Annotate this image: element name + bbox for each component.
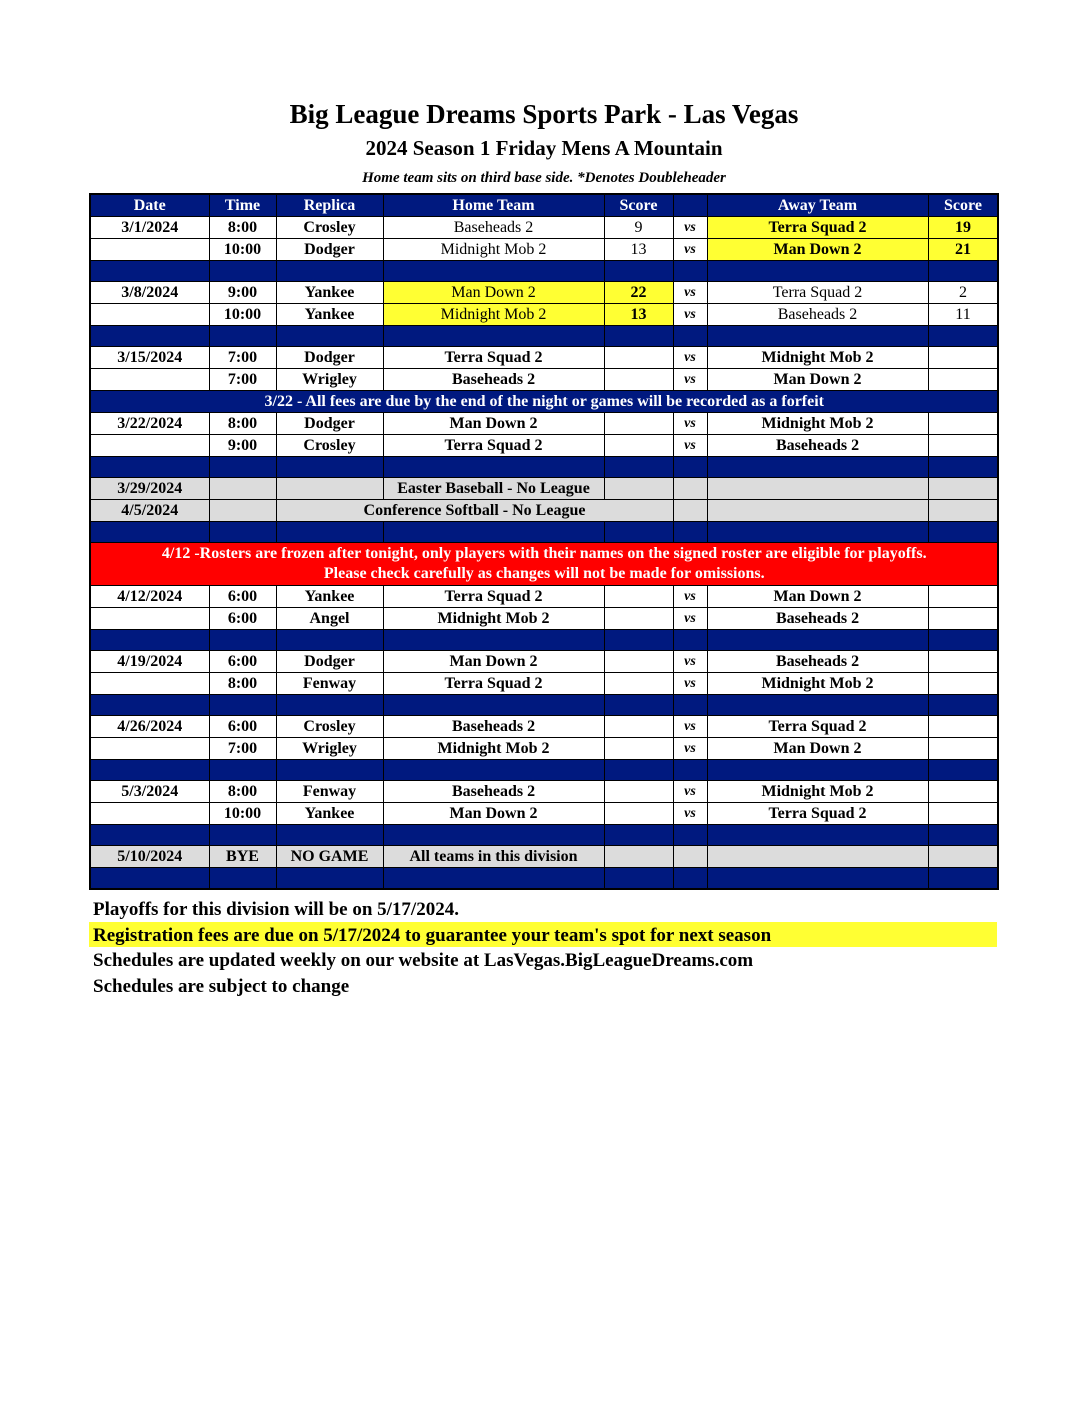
replica-cell: Dodger xyxy=(276,413,383,435)
vs-cell: vs xyxy=(673,803,707,825)
vs-cell: vs xyxy=(673,716,707,738)
change-note: Schedules are subject to change xyxy=(93,976,350,997)
column-header-replica: Replica xyxy=(276,194,383,217)
date-cell xyxy=(90,369,209,391)
home-team-cell: Man Down 2 xyxy=(383,282,604,304)
separator-cell xyxy=(90,630,209,651)
home-team-cell: Man Down 2 xyxy=(383,803,604,825)
date-cell xyxy=(90,673,209,695)
away-team-cell: Baseheads 2 xyxy=(707,608,928,630)
away-score-cell: 11 xyxy=(928,304,998,326)
separator-cell xyxy=(707,695,928,716)
away-score-cell: 21 xyxy=(928,239,998,261)
separator-cell xyxy=(604,695,673,716)
separator-cell xyxy=(604,522,673,543)
separator-cell xyxy=(383,630,604,651)
replica-cell xyxy=(276,478,383,500)
away-team-cell: Midnight Mob 2 xyxy=(707,673,928,695)
table-row xyxy=(90,738,998,760)
time-cell: 10:00 xyxy=(209,803,276,825)
table-row xyxy=(90,716,998,738)
separator-cell xyxy=(604,760,673,781)
table-row xyxy=(90,413,998,435)
alert-line-2: Please check carefully as changes will not be made for omissions. xyxy=(323,565,765,582)
separator-cell xyxy=(707,760,928,781)
away-team-cell: Baseheads 2 xyxy=(707,304,928,326)
home-score-cell: 22 xyxy=(604,282,673,304)
away-team-cell xyxy=(707,478,928,500)
alert-row xyxy=(90,543,998,586)
date-cell xyxy=(90,239,209,261)
date-cell: 3/15/2024 xyxy=(90,347,209,369)
replica-cell: Crosley xyxy=(276,217,383,239)
replica-cell: Yankee xyxy=(276,282,383,304)
separator-row xyxy=(90,522,998,543)
separator-cell xyxy=(707,868,928,890)
home-team-cell: Midnight Mob 2 xyxy=(383,304,604,326)
separator-cell xyxy=(90,868,209,890)
home-team-cell: Baseheads 2 xyxy=(383,217,604,239)
separator-cell xyxy=(928,868,998,890)
away-team-cell: Midnight Mob 2 xyxy=(707,347,928,369)
separator-cell xyxy=(604,457,673,478)
replica-cell: Yankee xyxy=(276,803,383,825)
separator-cell xyxy=(928,457,998,478)
separator-cell xyxy=(604,825,673,846)
away-team-cell: Midnight Mob 2 xyxy=(707,781,928,803)
home-score-cell xyxy=(604,478,673,500)
registration-note: Registration fees are due on 5/17/2024 to guarantee your team's spot for next season xyxy=(89,922,997,947)
vs-cell: vs xyxy=(673,217,707,239)
away-team-cell: Man Down 2 xyxy=(707,586,928,608)
home-team-cell: Midnight Mob 2 xyxy=(383,239,604,261)
time-cell: 8:00 xyxy=(209,413,276,435)
replica-cell: Dodger xyxy=(276,239,383,261)
away-score-cell xyxy=(928,738,998,760)
home-score-cell xyxy=(604,369,673,391)
vs-cell: vs xyxy=(673,282,707,304)
time-cell: 10:00 xyxy=(209,239,276,261)
time-cell: 8:00 xyxy=(209,673,276,695)
separator-cell xyxy=(928,630,998,651)
table-row xyxy=(90,651,998,673)
home-team-cell: Baseheads 2 xyxy=(383,781,604,803)
separator-cell xyxy=(707,326,928,347)
replica-cell: Wrigley xyxy=(276,369,383,391)
separator-cell xyxy=(209,457,276,478)
column-header-away-team: Away Team xyxy=(707,194,928,217)
vs-cell xyxy=(673,478,707,500)
time-cell xyxy=(209,478,276,500)
separator-cell xyxy=(928,825,998,846)
vs-cell xyxy=(673,846,707,868)
vs-cell: vs xyxy=(673,738,707,760)
bye-row xyxy=(90,846,998,868)
date-cell xyxy=(90,738,209,760)
home-score-cell xyxy=(604,803,673,825)
separator-cell xyxy=(928,326,998,347)
notice-row xyxy=(90,391,998,413)
separator-cell xyxy=(604,261,673,282)
away-team-cell: Baseheads 2 xyxy=(707,651,928,673)
home-score-cell xyxy=(604,673,673,695)
date-cell: 5/10/2024 xyxy=(90,846,209,868)
separator-row xyxy=(90,695,998,716)
alert-cell xyxy=(90,543,998,586)
home-team-cell: Midnight Mob 2 xyxy=(383,738,604,760)
replica-cell: Yankee xyxy=(276,304,383,326)
away-score-cell: 2 xyxy=(928,282,998,304)
separator-cell xyxy=(90,326,209,347)
separator-row xyxy=(90,825,998,846)
page-title: Big League Dreams Sports Park - Las Vegas xyxy=(289,99,799,129)
home-team-cell: Terra Squad 2 xyxy=(383,673,604,695)
separator-cell xyxy=(209,760,276,781)
website-note: Schedules are updated weekly on our website at LasVegas.BigLeagueDreams.com xyxy=(93,950,754,971)
home-score-cell: 9 xyxy=(604,217,673,239)
home-team-cell: Man Down 2 xyxy=(383,651,604,673)
away-team-cell: Terra Squad 2 xyxy=(707,217,928,239)
table-row xyxy=(90,781,998,803)
away-team-cell xyxy=(928,500,998,522)
time-cell: 10:00 xyxy=(209,304,276,326)
separator-cell xyxy=(673,825,707,846)
away-team-cell: Terra Squad 2 xyxy=(707,716,928,738)
time-cell: 6:00 xyxy=(209,586,276,608)
separator-cell xyxy=(383,825,604,846)
header-note: Home team sits on third base side. *Denotes Doubleheader xyxy=(362,170,726,186)
separator-cell xyxy=(673,760,707,781)
separator-cell xyxy=(209,522,276,543)
separator-cell xyxy=(383,326,604,347)
away-score-cell xyxy=(928,586,998,608)
separator-cell xyxy=(90,261,209,282)
time-cell: 6:00 xyxy=(209,608,276,630)
home-score-cell: 13 xyxy=(604,239,673,261)
home-team-cell: Man Down 2 xyxy=(383,413,604,435)
home-score-cell xyxy=(604,586,673,608)
separator-cell xyxy=(276,522,383,543)
schedule-table xyxy=(89,193,999,890)
separator-cell xyxy=(209,326,276,347)
separator-cell xyxy=(209,695,276,716)
separator-cell xyxy=(383,760,604,781)
no-league-note: Conference Softball - No League xyxy=(276,500,673,522)
separator-cell xyxy=(673,457,707,478)
separator-cell xyxy=(707,825,928,846)
table-row xyxy=(90,304,998,326)
table-row xyxy=(90,239,998,261)
no-league-row xyxy=(90,500,998,522)
column-header-time: Time xyxy=(209,194,276,217)
replica-cell: Angel xyxy=(276,608,383,630)
home-team-cell: Baseheads 2 xyxy=(383,716,604,738)
home-score-cell xyxy=(604,738,673,760)
away-team-cell: Terra Squad 2 xyxy=(707,282,928,304)
separator-cell xyxy=(90,825,209,846)
separator-cell xyxy=(276,695,383,716)
separator-row xyxy=(90,630,998,651)
date-cell: 4/5/2024 xyxy=(90,500,209,522)
column-header-date: Date xyxy=(90,194,209,217)
separator-cell xyxy=(928,760,998,781)
date-cell: 4/12/2024 xyxy=(90,586,209,608)
time-cell: BYE xyxy=(209,846,276,868)
home-score-cell xyxy=(604,716,673,738)
table-header-row xyxy=(90,194,998,217)
separator-cell xyxy=(276,457,383,478)
separator-cell xyxy=(276,261,383,282)
separator-cell xyxy=(707,630,928,651)
away-score-cell xyxy=(928,478,998,500)
replica-cell: Wrigley xyxy=(276,738,383,760)
home-score-cell xyxy=(604,846,673,868)
separator-cell xyxy=(383,261,604,282)
separator-cell xyxy=(276,326,383,347)
vs-cell: vs xyxy=(673,781,707,803)
separator-cell xyxy=(928,261,998,282)
separator-cell xyxy=(90,522,209,543)
time-cell: 7:00 xyxy=(209,738,276,760)
home-score-cell xyxy=(604,435,673,457)
replica-cell: Fenway xyxy=(276,673,383,695)
replica-cell: Crosley xyxy=(276,435,383,457)
separator-cell xyxy=(276,630,383,651)
date-cell xyxy=(90,608,209,630)
vs-cell: vs xyxy=(673,413,707,435)
time-cell: 7:00 xyxy=(209,369,276,391)
home-team-cell: Midnight Mob 2 xyxy=(383,608,604,630)
away-team-cell xyxy=(707,846,928,868)
away-score-cell xyxy=(928,608,998,630)
separator-row xyxy=(90,457,998,478)
table-row xyxy=(90,282,998,304)
table-row xyxy=(90,217,998,239)
replica-cell: Fenway xyxy=(276,781,383,803)
home-team-cell: Terra Squad 2 xyxy=(383,586,604,608)
table-row xyxy=(90,803,998,825)
separator-cell xyxy=(604,326,673,347)
date-cell: 3/1/2024 xyxy=(90,217,209,239)
date-cell: 4/19/2024 xyxy=(90,651,209,673)
away-team-cell: Man Down 2 xyxy=(707,369,928,391)
separator-cell xyxy=(673,261,707,282)
schedule-body xyxy=(90,217,998,890)
away-score-cell xyxy=(928,716,998,738)
time-cell: 8:00 xyxy=(209,781,276,803)
away-score-cell xyxy=(928,413,998,435)
home-score-cell xyxy=(673,500,707,522)
time-cell: 8:00 xyxy=(209,217,276,239)
replica-cell: Crosley xyxy=(276,716,383,738)
away-score-cell xyxy=(928,347,998,369)
separator-cell xyxy=(604,630,673,651)
separator-cell xyxy=(707,457,928,478)
date-cell: 4/26/2024 xyxy=(90,716,209,738)
vs-cell xyxy=(707,500,928,522)
table-row xyxy=(90,673,998,695)
away-score-cell xyxy=(928,673,998,695)
separator-cell xyxy=(276,760,383,781)
home-score-cell xyxy=(604,347,673,369)
home-score-cell: 13 xyxy=(604,304,673,326)
date-cell: 3/8/2024 xyxy=(90,282,209,304)
separator-cell xyxy=(673,522,707,543)
separator-cell xyxy=(383,522,604,543)
away-score-cell: 19 xyxy=(928,217,998,239)
vs-cell: vs xyxy=(673,435,707,457)
separator-cell xyxy=(673,695,707,716)
away-score-cell xyxy=(928,369,998,391)
date-cell: 5/3/2024 xyxy=(90,781,209,803)
column-header-away-score: Score xyxy=(928,194,998,217)
away-team-cell: Terra Squad 2 xyxy=(707,803,928,825)
away-team-cell: Man Down 2 xyxy=(707,738,928,760)
page-subtitle: 2024 Season 1 Friday Mens A Mountain xyxy=(365,136,723,160)
vs-cell: vs xyxy=(673,608,707,630)
replica-cell: Dodger xyxy=(276,651,383,673)
separator-cell xyxy=(90,457,209,478)
table-row xyxy=(90,608,998,630)
vs-cell: vs xyxy=(673,239,707,261)
away-score-cell xyxy=(928,781,998,803)
table-row xyxy=(90,369,998,391)
table-row xyxy=(90,347,998,369)
column-header-vs xyxy=(673,194,707,217)
date-cell xyxy=(90,435,209,457)
vs-cell: vs xyxy=(673,304,707,326)
vs-cell: vs xyxy=(673,369,707,391)
alert-line-1: 4/12 -Rosters are frozen after tonight, only players with their names on the signed roster are eligible for playoffs. xyxy=(161,545,927,562)
home-score-cell xyxy=(604,781,673,803)
replica-cell: Dodger xyxy=(276,347,383,369)
vs-cell: vs xyxy=(673,651,707,673)
away-score-cell xyxy=(928,846,998,868)
home-score-cell xyxy=(604,608,673,630)
vs-cell: vs xyxy=(673,347,707,369)
vs-cell: vs xyxy=(673,673,707,695)
separator-cell xyxy=(90,695,209,716)
table-row xyxy=(90,586,998,608)
date-cell xyxy=(90,304,209,326)
separator-cell xyxy=(209,630,276,651)
separator-cell xyxy=(673,630,707,651)
replica-cell: Yankee xyxy=(276,586,383,608)
home-score-cell xyxy=(604,413,673,435)
separator-cell xyxy=(928,522,998,543)
separator-cell xyxy=(276,825,383,846)
time-cell xyxy=(209,500,276,522)
away-score-cell xyxy=(928,435,998,457)
home-score-cell xyxy=(604,651,673,673)
date-cell: 3/22/2024 xyxy=(90,413,209,435)
no-league-note: Easter Baseball - No League xyxy=(383,478,604,500)
table-row xyxy=(90,435,998,457)
no-league-row xyxy=(90,478,998,500)
separator-cell xyxy=(928,695,998,716)
time-cell: 9:00 xyxy=(209,435,276,457)
home-team-cell: Terra Squad 2 xyxy=(383,347,604,369)
time-cell: 9:00 xyxy=(209,282,276,304)
separator-cell xyxy=(276,868,383,890)
home-team-cell: Terra Squad 2 xyxy=(383,435,604,457)
time-cell: 6:00 xyxy=(209,651,276,673)
playoffs-note: Playoffs for this division will be on 5/17/2024. xyxy=(93,899,459,920)
away-team-cell: Midnight Mob 2 xyxy=(707,413,928,435)
column-header-home-team: Home Team xyxy=(383,194,604,217)
home-team-cell: Baseheads 2 xyxy=(383,369,604,391)
away-team-cell: Baseheads 2 xyxy=(707,435,928,457)
away-score-cell xyxy=(928,803,998,825)
time-cell: 6:00 xyxy=(209,716,276,738)
separator-cell xyxy=(209,868,276,890)
separator-cell xyxy=(209,261,276,282)
separator-cell xyxy=(383,457,604,478)
separator-cell xyxy=(90,760,209,781)
replica-cell: NO GAME xyxy=(276,846,383,868)
date-cell: 3/29/2024 xyxy=(90,478,209,500)
bye-note: All teams in this division xyxy=(383,846,604,868)
notice-cell: 3/22 - All fees are due by the end of the night or games will be recorded as a forfeit xyxy=(90,391,998,413)
separator-row xyxy=(90,760,998,781)
away-score-cell xyxy=(928,651,998,673)
separator-cell xyxy=(673,326,707,347)
separator-cell xyxy=(604,868,673,890)
separator-cell xyxy=(209,825,276,846)
separator-cell xyxy=(383,695,604,716)
away-team-cell: Man Down 2 xyxy=(707,239,928,261)
separator-cell xyxy=(673,868,707,890)
time-cell: 7:00 xyxy=(209,347,276,369)
vs-cell: vs xyxy=(673,586,707,608)
separator-cell xyxy=(383,868,604,890)
separator-cell xyxy=(707,522,928,543)
separator-row xyxy=(90,868,998,890)
separator-row xyxy=(90,326,998,347)
date-cell xyxy=(90,803,209,825)
separator-row xyxy=(90,261,998,282)
separator-cell xyxy=(707,261,928,282)
column-header-home-score: Score xyxy=(604,194,673,217)
